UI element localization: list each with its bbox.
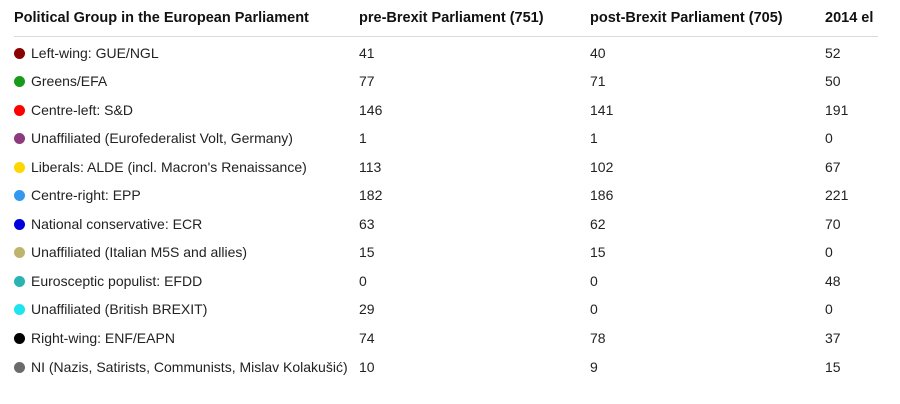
cell-post-brexit-seats: 15 xyxy=(590,244,606,261)
party-name: Eurosceptic populist: EFDD xyxy=(31,272,203,289)
party-color-dot-icon xyxy=(14,247,25,258)
cell-post-brexit-seats: 62 xyxy=(590,215,606,232)
cell-political-group xyxy=(14,296,359,325)
cell-post-brexit-seats: 1 xyxy=(590,130,598,147)
cell-pre-brexit-seats: 10 xyxy=(359,358,375,375)
header-post-brexit[interactable]: post-Brexit Parliament (705) xyxy=(590,0,825,37)
cell-political-group xyxy=(14,210,359,239)
party-label xyxy=(14,187,359,204)
cell-2014-election-seats: 37 xyxy=(825,329,841,346)
cell-post-brexit-seats: 0 xyxy=(590,272,598,289)
cell-political-group xyxy=(14,68,359,97)
table-row xyxy=(14,68,878,97)
party-name: Right-wing: ENF/EAPN xyxy=(31,329,175,346)
table-row xyxy=(14,125,878,154)
party-color-dot-icon xyxy=(14,190,25,201)
cell-2014-election-seats: 0 xyxy=(825,244,833,261)
cell-2014-election-seats: 70 xyxy=(825,215,841,232)
cell-political-group xyxy=(14,96,359,125)
cell-political-group xyxy=(14,125,359,154)
party-name: Centre-right: EPP xyxy=(31,187,141,204)
party-name: Liberals: ALDE (incl. Macron's Renaissance) xyxy=(31,158,307,175)
header-political-group[interactable]: Political Group in the European Parliament xyxy=(14,0,359,37)
party-color-dot-icon xyxy=(14,304,25,315)
party-color-dot-icon xyxy=(14,333,25,344)
party-label xyxy=(14,216,359,233)
party-label xyxy=(14,45,359,62)
cell-pre-brexit-seats: 63 xyxy=(359,215,375,232)
party-color-dot-icon xyxy=(14,133,25,144)
cell-political-group xyxy=(14,353,359,388)
table-row xyxy=(14,239,878,268)
cell-pre-brexit-seats: 182 xyxy=(359,187,383,204)
party-name: Unaffiliated (British BREXIT) xyxy=(31,301,208,318)
party-name: Left-wing: GUE/NGL xyxy=(31,44,159,61)
party-color-dot-icon xyxy=(14,362,25,373)
cell-2014-election-seats: 67 xyxy=(825,158,841,175)
party-name: Greens/EFA xyxy=(31,73,108,90)
party-label xyxy=(14,330,359,347)
table-row xyxy=(14,324,878,353)
cell-2014-election-seats: 191 xyxy=(825,101,849,118)
cell-post-brexit-seats: 78 xyxy=(590,329,606,346)
cell-post-brexit-seats: 102 xyxy=(590,158,614,175)
cell-political-group xyxy=(14,267,359,296)
table-row xyxy=(14,37,878,68)
cell-post-brexit-seats: 141 xyxy=(590,101,614,118)
cell-post-brexit-seats: 9 xyxy=(590,358,598,375)
cell-pre-brexit-seats: 29 xyxy=(359,301,375,318)
cell-pre-brexit-seats: 0 xyxy=(359,272,367,289)
table-header-row xyxy=(14,0,878,37)
table-row xyxy=(14,96,878,125)
cell-political-group xyxy=(14,37,359,68)
party-label xyxy=(14,244,359,261)
parliament-groups-table xyxy=(14,0,878,387)
party-color-dot-icon xyxy=(14,105,25,116)
cell-post-brexit-seats: 0 xyxy=(590,301,598,318)
header-2014-election[interactable]: 2014 el xyxy=(825,0,878,37)
cell-pre-brexit-seats: 77 xyxy=(359,73,375,90)
cell-political-group xyxy=(14,324,359,353)
party-label xyxy=(14,159,359,176)
party-color-dot-icon xyxy=(14,276,25,287)
cell-pre-brexit-seats: 74 xyxy=(359,329,375,346)
party-label xyxy=(14,73,359,90)
cell-2014-election-seats: 0 xyxy=(825,301,833,318)
party-label xyxy=(14,130,359,147)
party-label xyxy=(14,359,359,376)
party-name: National conservative: ECR xyxy=(31,215,203,232)
cell-2014-election-seats: 48 xyxy=(825,272,841,289)
cell-post-brexit-seats: 186 xyxy=(590,187,614,204)
cell-post-brexit-seats: 40 xyxy=(590,44,606,61)
party-color-dot-icon xyxy=(14,76,25,87)
party-name: Centre-left: S&D xyxy=(31,101,133,118)
party-name: Unaffiliated (Eurofederalist Volt, Germany) xyxy=(31,130,293,147)
party-color-dot-icon xyxy=(14,48,25,59)
cell-pre-brexit-seats: 1 xyxy=(359,130,367,147)
cell-political-group xyxy=(14,182,359,211)
party-color-dot-icon xyxy=(14,219,25,230)
cell-2014-election-seats: 15 xyxy=(825,358,841,375)
cell-political-group xyxy=(14,239,359,268)
party-label xyxy=(14,301,359,318)
cell-2014-election-seats: 52 xyxy=(825,44,841,61)
cell-pre-brexit-seats: 146 xyxy=(359,101,383,118)
parliament-table-container xyxy=(14,0,878,404)
cell-pre-brexit-seats: 41 xyxy=(359,44,375,61)
party-label xyxy=(14,102,359,119)
cell-2014-election-seats: 221 xyxy=(825,187,849,204)
party-color-dot-icon xyxy=(14,162,25,173)
cell-2014-election-seats: 50 xyxy=(825,73,841,90)
table-row xyxy=(14,182,878,211)
table-row xyxy=(14,153,878,182)
header-pre-brexit[interactable]: pre-Brexit Parliament (751) xyxy=(359,0,590,37)
party-name: NI (Nazis, Satirists, Communists, Mislav Kolakušić) xyxy=(31,358,348,375)
table-row xyxy=(14,210,878,239)
cell-pre-brexit-seats: 15 xyxy=(359,244,375,261)
table-row xyxy=(14,267,878,296)
cell-pre-brexit-seats: 113 xyxy=(359,158,382,175)
cell-post-brexit-seats: 71 xyxy=(590,73,606,90)
table-row xyxy=(14,353,878,388)
party-label xyxy=(14,273,359,290)
party-name: Unaffiliated (Italian M5S and allies) xyxy=(31,244,248,261)
cell-2014-election-seats: 0 xyxy=(825,130,833,147)
cell-political-group xyxy=(14,153,359,182)
table-row xyxy=(14,296,878,325)
